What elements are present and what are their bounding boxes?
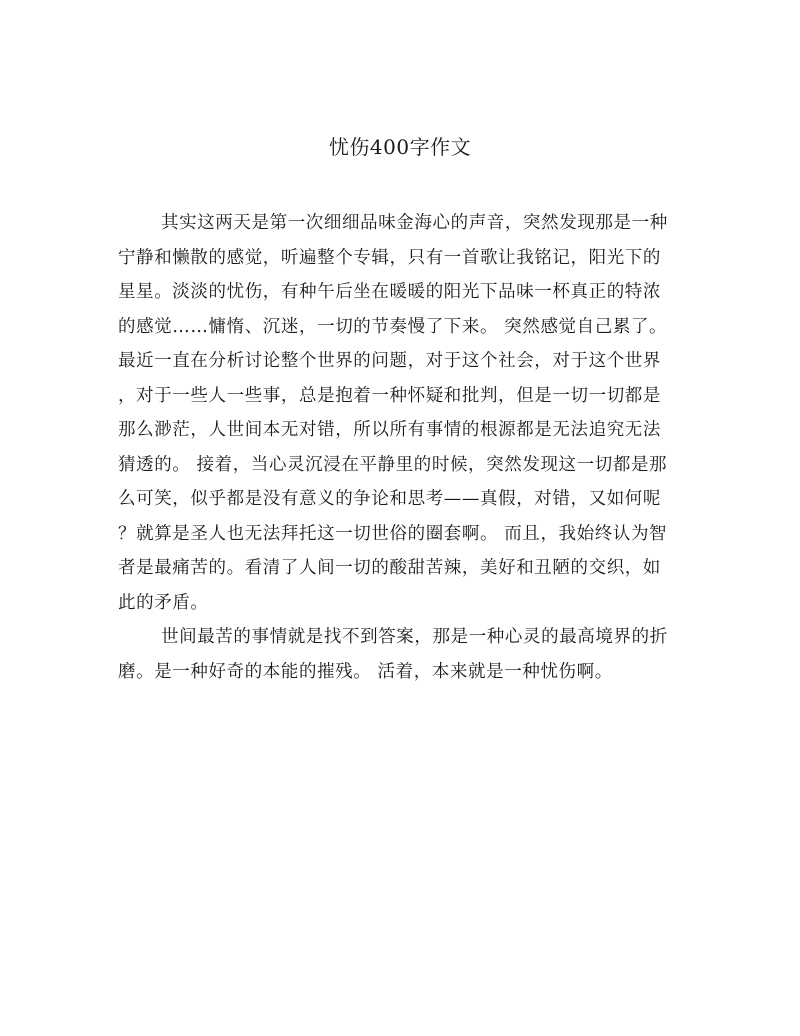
paragraph-1-line-6: ，对于一些人一些事，总是抱着一种怀疑和批判，但是一切一切都是 — [118, 385, 661, 406]
document-body — [118, 206, 678, 689]
paragraph-1-line-11: 者是最痛苦的。看清了人间一切的酸甜苦辣，美好和丑陋的交织，如 — [118, 558, 661, 578]
document-title: 忧伤400字作文 — [328, 135, 472, 159]
paragraph-1-line-10: ？就算是圣人也无法拜托这一切世俗的圈套啊。 而且，我始终认为智 — [118, 523, 668, 544]
paragraph-1-line-12: 此的矛盾。 — [118, 592, 209, 613]
paragraph-1-line-4: 的感觉……慵惰、沉迷，一切的节奏慢了下来。 突然感觉自己累了。 — [118, 316, 668, 337]
paragraph-1-line-2: 宁静和懒散的感觉，听遍整个专辑，只有一首歌让我铭记，阳光下的 — [118, 247, 661, 268]
paragraph-1-line-1: 其实这两天是第一次细细品味金海心的声音，突然发现那是一种 — [161, 213, 668, 233]
paragraph-1-line-5: 最近一直在分析讨论整个世界的问题，对于这个社会，对于这个世界 — [118, 351, 661, 371]
paragraph-1-line-9: 么可笑，似乎都是没有意义的争论和思考——真假，对错，又如何呢 — [118, 489, 661, 509]
paragraph-1-line-7: 那么渺茫，人世间本无对错，所以所有事情的根源都是无法追究无法 — [118, 420, 661, 440]
paragraph-1-line-3: 星星。淡淡的忧伤，有种午后坐在暖暖的阳光下品味一杯真正的特浓 — [118, 282, 661, 302]
paragraph-2-line-2: 磨。是一种好奇的本能的摧残。 活着，本来就是一种忧伤啊。 — [118, 661, 613, 682]
paragraph-1-line-8: 猜透的。 接着，当心灵沉浸在平静里的时候，突然发现这一切都是那 — [118, 454, 668, 475]
paragraph-2-line-1: 世间最苦的事情就是找不到答案，那是一种心灵的最高境界的折 — [161, 627, 668, 647]
